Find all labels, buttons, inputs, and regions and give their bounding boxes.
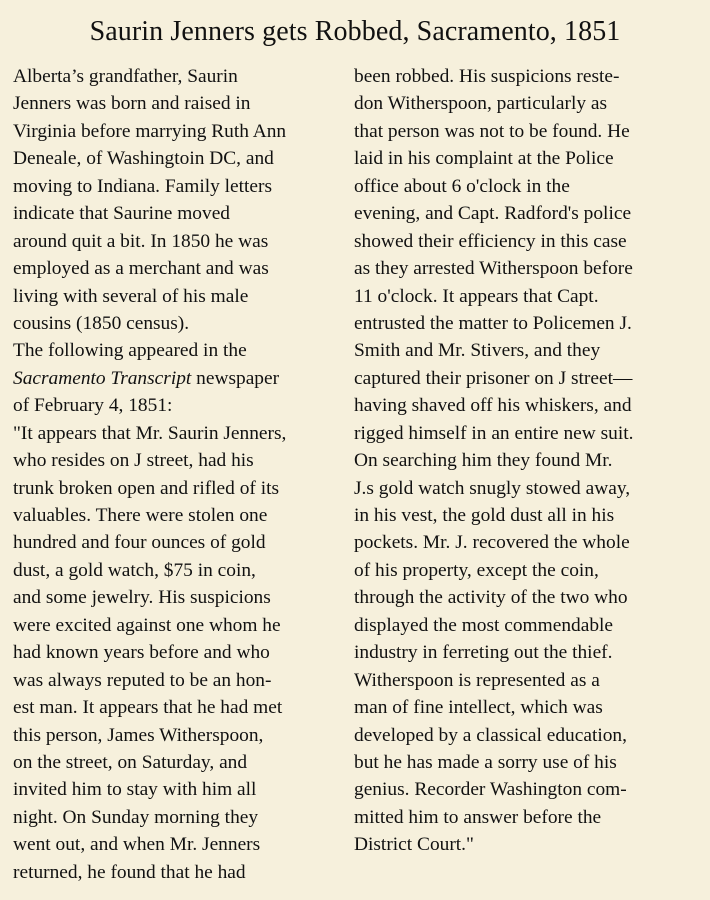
text-line: genius. Recorder Washington com- [354, 779, 627, 801]
text-line: mitted him to answer before the [354, 806, 602, 828]
text-line: indicate that Saurine moved [13, 203, 230, 225]
text-line: of February 4, 1851: [13, 395, 173, 417]
page-title: Saurin Jenners gets Robbed, Sacramento, 1851 [89, 16, 621, 47]
text-line: laid in his complaint at the Police [354, 148, 614, 170]
text-line: man of fine intellect, which was [354, 697, 603, 719]
text-line: through the activity of the two who [354, 587, 628, 609]
text-line: The following appeared in the [13, 340, 247, 362]
text-line: invited him to stay with him all [13, 779, 257, 801]
text-line: as they arrested Witherspoon before [354, 258, 633, 280]
text-line: but he has made a sorry use of his [354, 751, 617, 773]
text-line: cousins (1850 census). [13, 312, 190, 334]
text-line: industry in ferreting out the thief. [354, 642, 613, 664]
text-line: hundred and four ounces of gold [13, 532, 266, 554]
text-line: of his property, except the coin, [354, 559, 599, 581]
text-line: around quit a bit. In 1850 he was [13, 230, 269, 252]
text-line: that person was not to be found. He [354, 120, 630, 142]
text-line: valuables. There were stolen one [13, 505, 268, 526]
text-line: Virginia before marrying Ruth Ann [13, 120, 287, 142]
text-line: displayed the most commendable [354, 614, 614, 636]
text-line: "It appears that Mr. Saurin Jenners, [13, 422, 287, 444]
text-line: Smith and Mr. Stivers, and they [354, 340, 601, 362]
text-line: went out, and when Mr. Jenners [13, 834, 261, 856]
text-line: was always reputed to be an hon- [13, 669, 272, 691]
right-column [354, 63, 699, 859]
text-fragment: newspaper [191, 367, 280, 389]
text-line: rigged himself in an entire new suit. [354, 422, 634, 444]
text-line: Alberta’s grandfather, Saurin [13, 66, 238, 87]
text-line: Witherspoon is represented as a [354, 669, 600, 691]
text-line: moving to Indiana. Family letters [13, 175, 273, 197]
text-line: and some jewelry. His suspicions [13, 587, 271, 609]
text-line: entrusted the matter to Policemen J. [354, 312, 632, 334]
left-column [13, 63, 348, 886]
text-line: est man. It appears that he had met [13, 697, 283, 719]
text-line: office about 6 o'clock in the [354, 175, 570, 197]
text-line: living with several of his male [13, 285, 249, 307]
text-line: night. On Sunday morning they [13, 806, 259, 828]
text-line: showed their efficiency in this case [354, 230, 627, 252]
text-line: evening, and Capt. Radford's police [354, 203, 632, 225]
newspaper-title: Sacramento Transcript [13, 367, 192, 389]
text-line: dust, a gold watch, $75 in coin, [13, 559, 256, 581]
text-line: don Witherspoon, particularly as [354, 93, 608, 115]
text-line: returned, he found that he had [13, 861, 246, 883]
text-line: having shaved off his whiskers, and [354, 395, 632, 417]
text-line: trunk broken open and rifled of its [13, 477, 280, 499]
text-line: Jenners was born and raised in [13, 93, 251, 115]
text-line: J.s gold watch snugly stowed away, [354, 477, 631, 499]
text-line: employed as a merchant and was [13, 258, 269, 280]
text-line: captured their prisoner on J street— [354, 367, 633, 389]
text-line: were excited against one whom he [13, 614, 281, 636]
text-line: in his vest, the gold dust all in his [354, 505, 615, 526]
text-line: Deneale, of Washingtoin DC, and [13, 148, 274, 170]
text-line: been robbed. His suspicions reste- [354, 66, 620, 87]
text-line: pockets. Mr. J. recovered the whole [354, 532, 630, 554]
text-line [13, 365, 348, 392]
text-line: 11 o'clock. It appears that Capt. [354, 285, 599, 307]
text-line: developed by a classical education, [354, 724, 627, 746]
text-line: On searching him they found Mr. [354, 450, 613, 472]
text-line: District Court." [354, 834, 474, 856]
text-line: who resides on J street, had his [13, 450, 254, 472]
text-line: this person, James Witherspoon, [13, 724, 264, 746]
text-line: had known years before and who [13, 642, 270, 664]
text-line: on the street, on Saturday, and [13, 751, 248, 773]
